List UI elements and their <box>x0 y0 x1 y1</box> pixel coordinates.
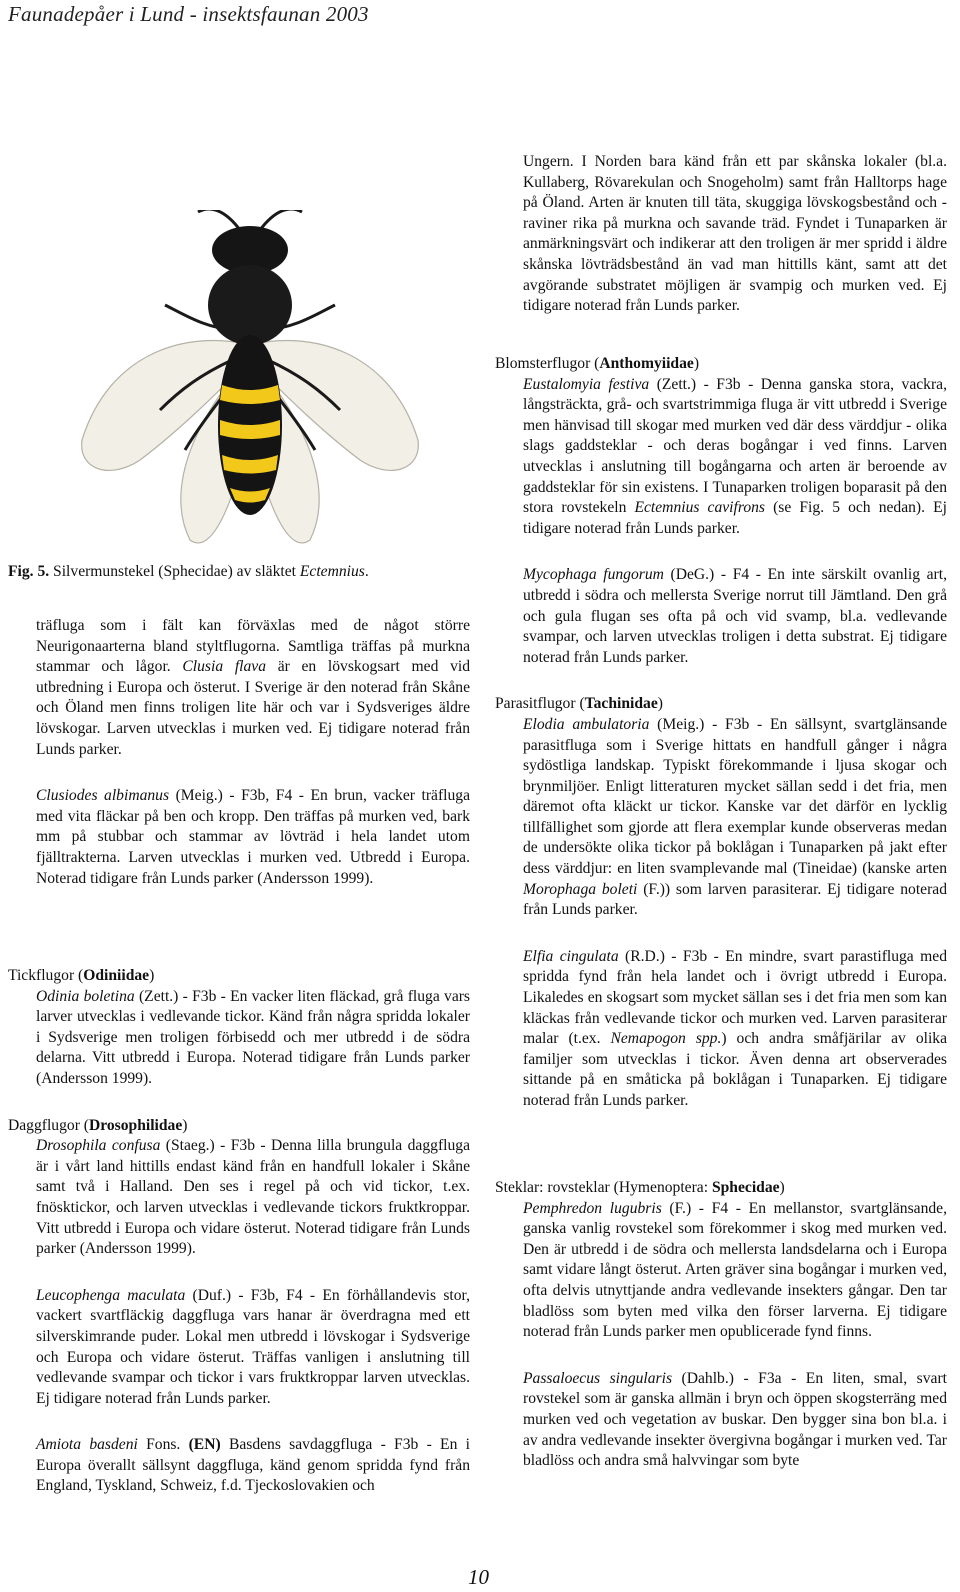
wasp-thorax <box>208 265 292 345</box>
paragraph-mycophaga: Mycophaga fungorum (DeG.) - F4 - En inte särskilt ovanlig art, utbredd i södra och mellersta Sverige norrut till Jämtland. Den grå och gula flugan ses ofta på och vid svamp, bl.a. vedlevande svampar, och larven utvecklas troligen i detta substrat. Ej tidigare noterad från Lunds parker. <box>523 566 947 666</box>
wasp-illustration <box>70 210 430 565</box>
paragraph-passaloecus: Passaloecus singularis (Dahlb.) - F3a - En liten, smal, svart rovstekel som är ganska allmän i bryn och öppen skogsterräng med murken ved och vegetation av buskar. Den bygger sina bon bl.a. i av andra vedlevande insekter övergivna bogångar i murken ved. Tar bladlöss och andra små halvvingar som byte <box>523 1369 947 1470</box>
paragraph-odinia: Odinia boletina (Zett.) - F3b - En vacker liten fläckad, grå fluga vars larver utvecklas i vedlevande tickor. Känd från några spridda lokaler i Sydsverige men troligen förbisedd och mer utbredd i de södra delarna. Vitt utbredd i Europa. Noterad tidigare från Lunds parker (Andersson 1999). <box>36 987 471 1087</box>
heading-drosophilidae: Daggflugor (Drosophilidae) <box>8 1116 188 1134</box>
heading-anthomyiidae: Blomsterflugor (Anthomyiidae) <box>495 355 700 372</box>
running-header: Faunadepåer i Lund - insektsfaunan 2003 <box>8 2 369 26</box>
paragraph-leucophenga: Leucophenga maculata (Duf.) - F3b, F4 - En förhållandevis stor, vackert svartfläckig daggfluga vars hanar är överdragna med ett silverskimrande puder. Lokal men utbredd i lövskogar i Sydsverige och Europa och vidare österut. Träffas vanligen i anslutning till vedlevande svampar och tickor i vars fruktkroppar larven utvecklas. Ej tidigare noterad från Lunds parker. <box>36 1286 470 1407</box>
paragraph-amiota-continued: Ungern. I Norden bara känd från ett par skånska lokaler (bl.a. Kullaberg, Rövarekulan och Snogeholm) samt från Halltorps hage på Öland. Arten är knuten till täta, skuggiga lövskogsbestånd och -raviner rika på murkna och savande träd. Fyndet i Tunaparken är anmärkningsvärt och indikerar att den troligen är mer spridd i äldre skånska lövträdsbestånd än vad man hittills känt, samt att det avgörande substratet möjligen är svampig och murken ved. Ej tidigare noterad från Lunds parker. <box>523 153 947 315</box>
section-anthomyiidae <box>495 354 947 1112</box>
section-sphecidae <box>495 1178 947 1472</box>
paragraph-clusia: träfluga som i fält kan förväxlas med de något större Neurigonaarterna bland styltflugorna. Samtliga träffas på murkna stammar och lågor. Clusia flava är en lövskogsart med vid utbredning i Europa och österut. I Sverige är den noterad från Skåne och Öland men finns troligen lite här och var i Sydsveriges äldre lövskogar. Larven utvecklas i murken ved. Ej tidigare noterad från Lunds parker. <box>36 617 471 758</box>
wasp-abdomen <box>218 335 282 515</box>
paragraph-amiota: Amiota basdeni Fons. (EN) Basdens savdaggfluga - F3b - En i Europa överallt sällsynt daggfluga, känd genom spridda fynd från England, Tyskland, Schweiz, f.d. Tjeckoslovakien och <box>36 1436 470 1495</box>
paragraph-clusiodes: Clusiodes albimanus (Meig.) - F3b, F4 - En brun, vacker träfluga med vita fläckar på ben och kropp. Den träffas på murken ved, bark mm på stubbar och stammar av lövträd i hela landet utom fjälltrakterna. Larven utvecklas i murken ved. Utbredd i Europa. Noterad tidigare från Lunds parker (Andersson 1999). <box>36 787 470 887</box>
left-column <box>8 616 470 889</box>
paragraph-elodia: Elodia ambulatoria (Meig.) - F3b - En sällsynt, svartglänsande parasitfluga som i Sverige hittats en handfull gånger i några sydöstliga landskap. Typiskt förekommande i ljusa skogar och brynmiljöer. Enligt litteraturen mycket sällan sedd i det fria, men däremot ofta kläckt ur tickor. Kanske var det därför en lycklig tillfällighet som gjorde att flera exemplar kunde observeras medan de undersökte olika tickor på boklågan i Tunaparken på jakt efter dess värddjur: en liten svamplevande mal (Tineidae) (kanske arten Morophaga boleti (F.)) som larven parasiterar. Ej tidigare noterad från Lunds parker. <box>523 715 947 919</box>
paragraph-eustalomyia: Eustalomyia festiva (Zett.) - F3b - Denna ganska stora, vackra, långsträckta, grå- och svartstrimmiga fluga är vitt utbredd i Sverige men hänvisad till skogar med murken ved där dess värddjur - olika slags gaddsteklar - och deras bogångar i ved finns. Larven utvecklas i anslutning till bogångarna och arten är beroende av gaddsteklar för sin existens. I Tunaparken troligen boparasit på den stora rovstekeln Ectemnius cavifrons (se Fig. 5 och nedan). Ej tidigare noterad från Lunds parker. <box>523 375 947 537</box>
paragraph-drosophila: Drosophila confusa (Staeg.) - F3b - Denna lilla brungula daggfluga är i vårt land hittills endast känd från en handfull lokaler i Skåne samt två i Halland. Den ses i regel på och vid tickor, t.ex. fnösktickor, och larven utvecklas i vedlevande tickors fruktkroppar. Vitt utbredd i Europa och vidare österut. Noterad tidigare från Lunds parker (Andersson 1999). <box>36 1137 470 1258</box>
right-column-top <box>495 152 947 317</box>
heading-tachinidae: Parasitflugor (Tachinidae) <box>495 695 663 713</box>
page-number: 10 <box>468 1565 489 1589</box>
paragraph-pemphredon: Pemphredon lugubris (F.) - F4 - En mellanstor, svartglänsande, ganska vanlig rovstekel som förekommer i skog med murken ved. Den är utbredd i de södra och mellersta landsdelarna och i Europa samt vidare långt österut. Arten gräver sina bogångar i murken ved, ofta delvis utnyttjande andra vedlevande insekters gångar. Den tar bladlöss som byten med vilka den förser larverna. Ej tidigare noterad från Lunds parker men opublicerade fynd finns. <box>523 1199 947 1341</box>
figure-caption: Fig. 5. Silvermunstekel (Sphecidae) av släktet Ectemnius. <box>8 563 369 580</box>
heading-sphecidae: Steklar: rovsteklar (Hymenoptera: Sphecidae) <box>495 1179 785 1196</box>
heading-odiniidae: Tickflugor (Odiniidae) <box>8 967 155 984</box>
paragraph-elfia: Elfia cingulata (R.D.) - F3b - En mindre, svart parastifluga med spridda fynd från hela landet och i övrigt utbredd i Europa. Likaledes en skogsart som mycket sällan ses i det fria men som kan kläckas från vedlevande tickor och murken ved. Larven parasiterar malar (t.ex. Nemapogon spp.) och andra småfjärilar av olika familjer som utvecklas i tickor. Även denna art observerades sittande på en småticka på boklågan i Tunaparken. Ej tidigare noterad från Lunds parker. <box>523 947 948 1109</box>
section-odiniidae <box>8 966 470 1497</box>
